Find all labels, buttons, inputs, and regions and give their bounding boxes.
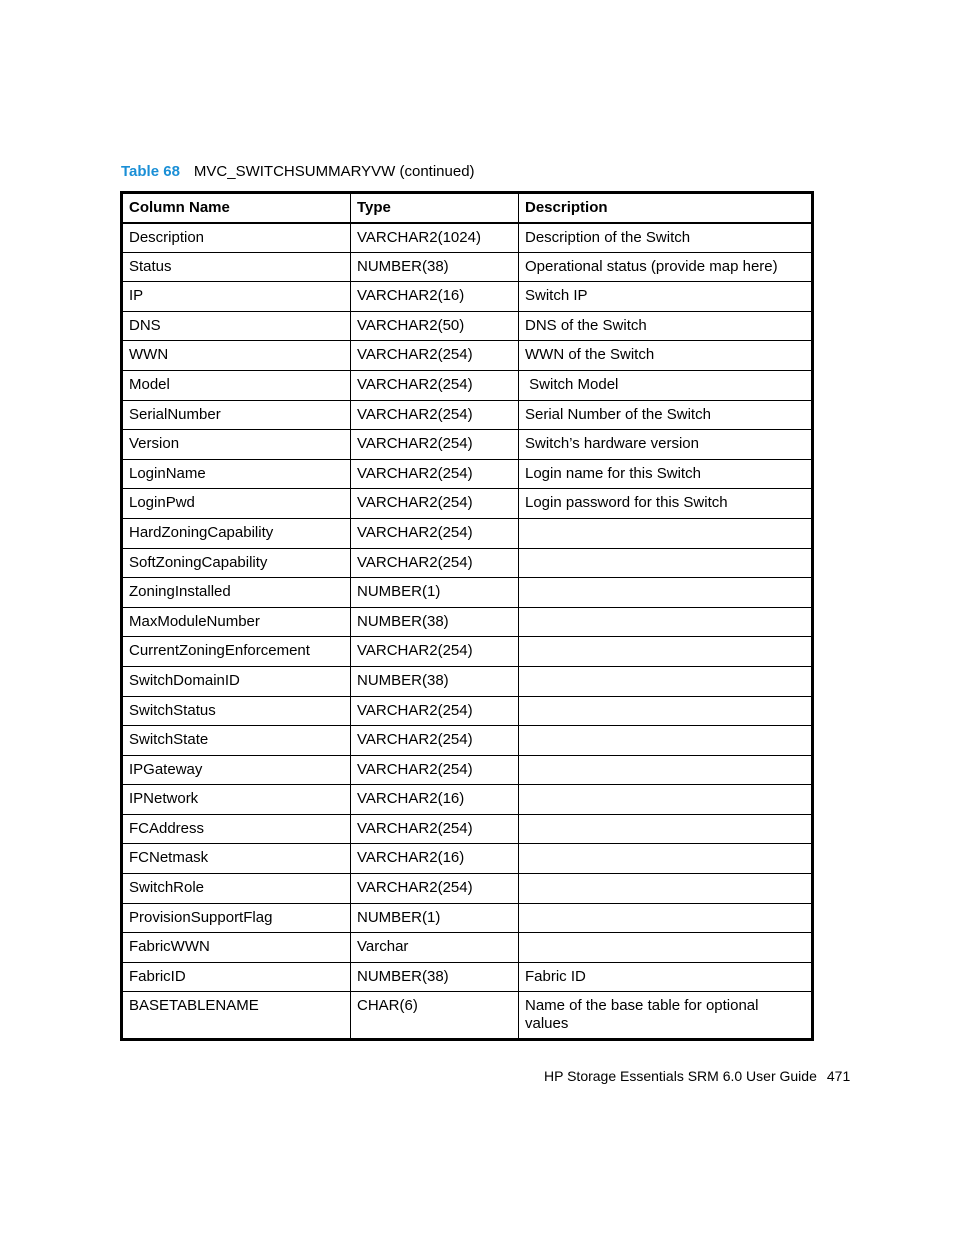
footer-title: HP Storage Essentials SRM 6.0 User Guide xyxy=(544,1068,817,1084)
cell-description: Fabric ID xyxy=(519,962,813,992)
cell-type: VARCHAR2(254) xyxy=(351,459,519,489)
table-row xyxy=(122,430,813,460)
cell-type: VARCHAR2(254) xyxy=(351,874,519,904)
cell-type: VARCHAR2(1024) xyxy=(351,223,519,253)
cell-type: VARCHAR2(254) xyxy=(351,637,519,667)
table-row xyxy=(122,755,813,785)
cell-type: VARCHAR2(254) xyxy=(351,518,519,548)
cell-column-name: LoginName xyxy=(122,459,351,489)
table-row xyxy=(122,903,813,933)
cell-description xyxy=(519,548,813,578)
cell-type: VARCHAR2(254) xyxy=(351,696,519,726)
table-row xyxy=(122,489,813,519)
table-row xyxy=(122,637,813,667)
cell-description: Switch’s hardware version xyxy=(519,430,813,460)
table-row xyxy=(122,400,813,430)
cell-description: Description of the Switch xyxy=(519,223,813,253)
cell-description xyxy=(519,637,813,667)
cell-type: VARCHAR2(50) xyxy=(351,311,519,341)
table-row xyxy=(122,874,813,904)
cell-column-name: SoftZoningCapability xyxy=(122,548,351,578)
page-number: 471 xyxy=(826,1068,851,1084)
cell-column-name: FCAddress xyxy=(122,814,351,844)
table-title: MVC_SWITCHSUMMARYVW (continued) xyxy=(193,163,475,180)
cell-description: Switch IP xyxy=(519,282,813,312)
header-row xyxy=(122,193,813,223)
cell-column-name: SerialNumber xyxy=(122,400,351,430)
cell-type: NUMBER(1) xyxy=(351,903,519,933)
cell-column-name: BASETABLENAME xyxy=(122,992,351,1040)
cell-column-name: SwitchDomainID xyxy=(122,666,351,696)
table-row xyxy=(122,696,813,726)
cell-description xyxy=(519,785,813,815)
cell-column-name: ProvisionSupportFlag xyxy=(122,903,351,933)
cell-column-name: FCNetmask xyxy=(122,844,351,874)
cell-column-name: Description xyxy=(122,223,351,253)
table-row xyxy=(122,518,813,548)
cell-column-name: WWN xyxy=(122,341,351,371)
cell-column-name: MaxModuleNumber xyxy=(122,607,351,637)
cell-type: NUMBER(1) xyxy=(351,578,519,608)
table-row xyxy=(122,282,813,312)
cell-column-name: ZoningInstalled xyxy=(122,578,351,608)
column-header-type: Type xyxy=(351,193,519,223)
cell-description xyxy=(519,607,813,637)
cell-description xyxy=(519,578,813,608)
cell-column-name: SwitchStatus xyxy=(122,696,351,726)
cell-column-name: IP xyxy=(122,282,351,312)
cell-description xyxy=(519,903,813,933)
cell-description xyxy=(519,933,813,963)
cell-description: Operational status (provide map here) xyxy=(519,252,813,282)
cell-type: VARCHAR2(254) xyxy=(351,548,519,578)
table-row xyxy=(122,548,813,578)
table-row xyxy=(122,252,813,282)
cell-column-name: IPNetwork xyxy=(122,785,351,815)
cell-description: Serial Number of the Switch xyxy=(519,400,813,430)
cell-description xyxy=(519,696,813,726)
table-row xyxy=(122,223,813,253)
cell-description: Name of the base table for optional values xyxy=(519,992,813,1040)
cell-description xyxy=(519,666,813,696)
cell-column-name: SwitchState xyxy=(122,726,351,756)
cell-column-name: Version xyxy=(122,430,351,460)
column-header-name: Column Name xyxy=(122,193,351,223)
cell-column-name: DNS xyxy=(122,311,351,341)
table-row xyxy=(122,933,813,963)
cell-type: VARCHAR2(254) xyxy=(351,726,519,756)
table-row xyxy=(122,607,813,637)
cell-type: NUMBER(38) xyxy=(351,666,519,696)
cell-column-name: CurrentZoningEnforcement xyxy=(122,637,351,667)
cell-type: VARCHAR2(254) xyxy=(351,489,519,519)
table-row xyxy=(122,666,813,696)
table-number-label: Table 68 xyxy=(121,163,180,180)
cell-description: DNS of the Switch xyxy=(519,311,813,341)
cell-type: NUMBER(38) xyxy=(351,252,519,282)
cell-type: CHAR(6) xyxy=(351,992,519,1040)
table-row xyxy=(122,578,813,608)
cell-description xyxy=(519,814,813,844)
table-row xyxy=(122,459,813,489)
column-header-description: Description xyxy=(519,193,813,223)
cell-type: VARCHAR2(254) xyxy=(351,400,519,430)
cell-description xyxy=(519,755,813,785)
data-table xyxy=(120,191,814,1041)
cell-column-name: Model xyxy=(122,370,351,400)
cell-description xyxy=(519,518,813,548)
cell-column-name: FabricID xyxy=(122,962,351,992)
cell-description: Login password for this Switch xyxy=(519,489,813,519)
cell-type: VARCHAR2(16) xyxy=(351,785,519,815)
cell-type: VARCHAR2(254) xyxy=(351,341,519,371)
cell-column-name: Status xyxy=(122,252,351,282)
table-row xyxy=(122,370,813,400)
cell-column-name: FabricWWN xyxy=(122,933,351,963)
table-row xyxy=(122,726,813,756)
cell-description: Login name for this Switch xyxy=(519,459,813,489)
table-caption xyxy=(121,162,475,182)
cell-type: VARCHAR2(16) xyxy=(351,282,519,312)
table-row xyxy=(122,992,813,1040)
cell-type: VARCHAR2(16) xyxy=(351,844,519,874)
cell-type: VARCHAR2(254) xyxy=(351,430,519,460)
cell-description: WWN of the Switch xyxy=(519,341,813,371)
table-row xyxy=(122,844,813,874)
cell-type: NUMBER(38) xyxy=(351,607,519,637)
cell-column-name: LoginPwd xyxy=(122,489,351,519)
cell-type: VARCHAR2(254) xyxy=(351,755,519,785)
table-row xyxy=(122,962,813,992)
table-row xyxy=(122,311,813,341)
table-row xyxy=(122,814,813,844)
cell-description xyxy=(519,844,813,874)
cell-description: Switch Model xyxy=(519,370,813,400)
cell-type: VARCHAR2(254) xyxy=(351,814,519,844)
cell-column-name: HardZoningCapability xyxy=(122,518,351,548)
cell-type: Varchar xyxy=(351,933,519,963)
cell-type: VARCHAR2(254) xyxy=(351,370,519,400)
cell-description xyxy=(519,726,813,756)
cell-column-name: SwitchRole xyxy=(122,874,351,904)
page-footer xyxy=(544,1066,850,1086)
cell-description xyxy=(519,874,813,904)
table-row xyxy=(122,785,813,815)
table-body xyxy=(122,223,813,1040)
table-row xyxy=(122,341,813,371)
cell-column-name: IPGateway xyxy=(122,755,351,785)
cell-type: NUMBER(38) xyxy=(351,962,519,992)
